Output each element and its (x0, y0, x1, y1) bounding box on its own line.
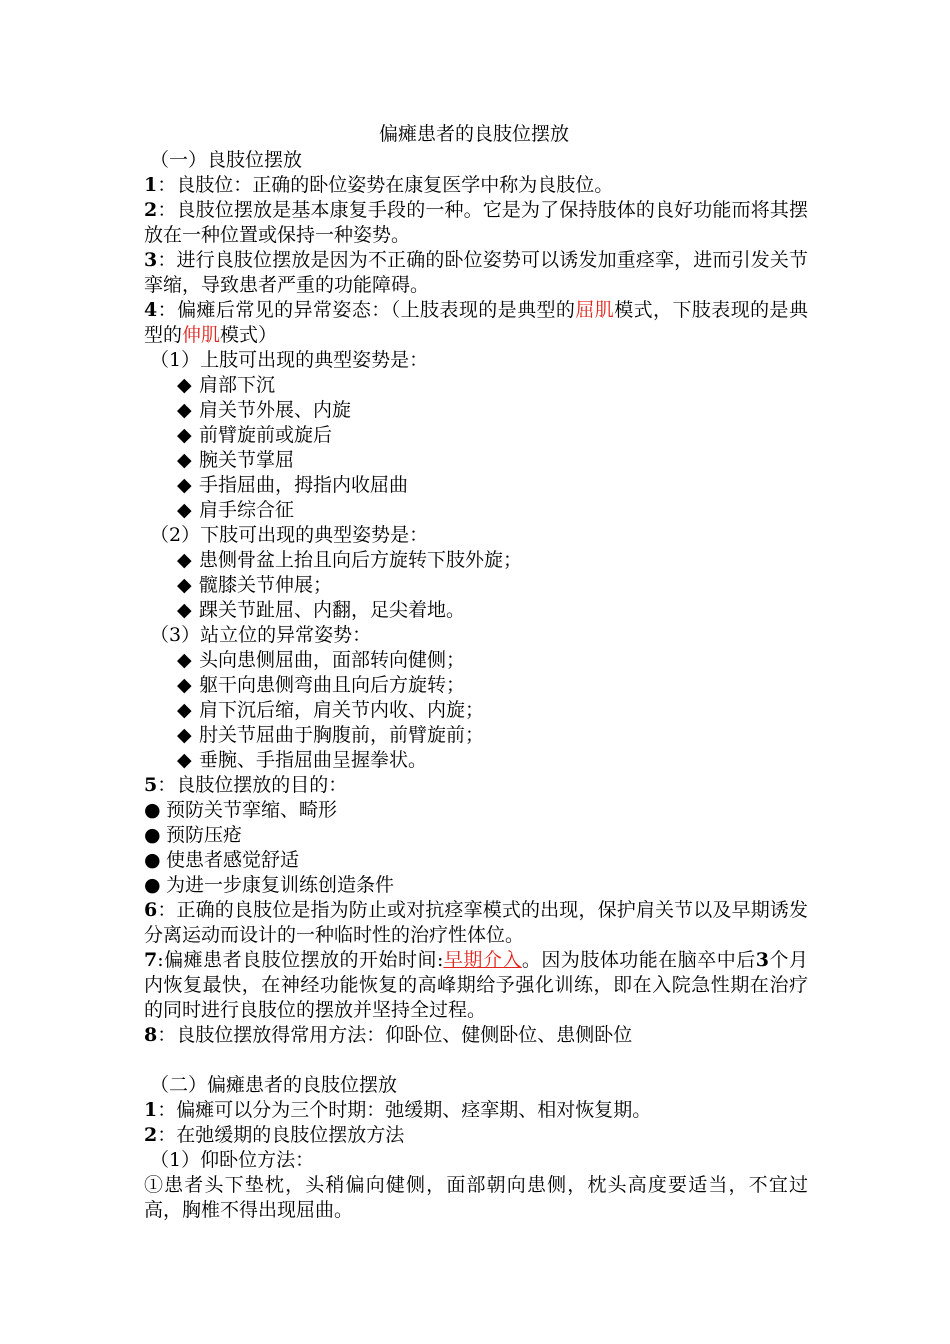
list-item (144, 423, 808, 448)
item-text: 。因为肢体功能在脑卒中后 (521, 949, 756, 971)
paragraph-supine-1: ①患者头下垫枕，头稍偏向健侧，面部朝向患侧，枕头高度要适当，不宜过高，胸椎不得出现屈曲。 (144, 1174, 808, 1221)
list-item-text: 肩关节外展、内旋 (199, 399, 352, 421)
item-8 (144, 1023, 808, 1048)
list-item (144, 648, 808, 673)
circle-bullet-icon: ● (144, 874, 161, 896)
list-item (144, 873, 808, 898)
item-text: ：良肢位摆放得常用方法：仰卧位、健侧卧位、患侧卧位 (157, 1024, 633, 1046)
list-item-text: 垂腕、手指屈曲呈握拳状。 (199, 749, 428, 771)
item-text: ：正确的良肢位是指为防止或对抗痉挛模式的出现，保护肩关节以及早期诱发分离运动而设计的一种临时性的治疗性体位。 (144, 899, 808, 946)
list-item-text: 为进一步康复训练创造条件 (166, 874, 395, 896)
subsection-supine: （1）仰卧位方法： (150, 1149, 315, 1171)
diamond-bullet-icon: ◆ (177, 499, 192, 521)
list-item (144, 573, 808, 598)
item-text: 模式） (220, 324, 278, 346)
highlight-early-intervention: 早期介入 (443, 949, 522, 971)
document-page (144, 122, 808, 1223)
list-item (144, 698, 808, 723)
item-6 (144, 898, 808, 948)
diamond-bullet-icon: ◆ (177, 399, 192, 421)
subsection-upper-limb: （1）上肢可出现的典型姿势是： (150, 349, 429, 371)
list-item-text: 躯干向患侧弯曲且向后方旋转； (199, 674, 466, 696)
list-item (144, 498, 808, 523)
item-text: ：良肢位摆放的目的： (157, 774, 348, 796)
list-item (144, 448, 808, 473)
item-number: 1 (144, 174, 158, 196)
subsection-lower-limb: （2）下肢可出现的典型姿势是： (150, 524, 429, 546)
item-5 (144, 773, 808, 798)
list-item (144, 798, 808, 823)
highlight-extensor: 伸肌 (182, 324, 221, 346)
list-item (144, 673, 808, 698)
item-text: ：良肢位摆放是基本康复手段的一种。它是为了保持肢体的良好功能而将其摆放在一种位置或保持一种姿势。 (144, 199, 808, 246)
list-item (144, 373, 808, 398)
diamond-bullet-icon: ◆ (177, 724, 192, 746)
page-title: 偏瘫患者的良肢位摆放 (378, 123, 569, 145)
list-item-text: 腕关节掌屈 (199, 449, 295, 471)
list-item (144, 598, 808, 623)
list-item-text: 患侧骨盆上抬且向后方旋转下肢外旋； (199, 549, 523, 571)
list-item-text: 髋膝关节伸展； (199, 574, 333, 596)
list-item-text: 踝关节趾屈、内翻，足尖着地。 (199, 599, 466, 621)
item-4 (144, 298, 808, 348)
item-number: 1 (144, 1099, 158, 1121)
list-item (144, 723, 808, 748)
item-1 (144, 1098, 808, 1123)
diamond-bullet-icon: ◆ (177, 699, 192, 721)
item-text: 模式，下肢表现的是典型的 (144, 299, 808, 346)
diamond-bullet-icon: ◆ (177, 649, 192, 671)
diamond-bullet-icon: ◆ (177, 374, 192, 396)
item-number: 2 (144, 199, 158, 221)
item-number: 5 (144, 774, 158, 796)
diamond-bullet-icon: ◆ (177, 474, 192, 496)
diamond-bullet-icon: ◆ (177, 599, 192, 621)
item-text: 个月内恢复最快，在神经功能恢复的高峰期给予强化训练，即在入院急性期在治疗的同时进行良肢位的摆放并坚持全过程。 (144, 949, 808, 1021)
month-number: 3 (755, 949, 769, 971)
list-item-text: 预防压疮 (166, 824, 243, 846)
item-text: ：进行良肢位摆放是因为不正确的卧位姿势可以诱发加重痉挛，进而引发关节挛缩，导致患者严重的功能障碍。 (144, 249, 808, 296)
list-item (144, 398, 808, 423)
item-text: :偏瘫患者良肢位摆放的开始时间: (157, 949, 444, 971)
list-item-text: 肩手综合征 (199, 499, 295, 521)
item-number: 4 (144, 299, 158, 321)
list-item-text: 肩部下沉 (199, 374, 276, 396)
item-text: ：偏瘫后常见的异常姿态：（上肢表现的是典型的 (157, 299, 576, 321)
item-number: 8 (144, 1024, 158, 1046)
diamond-bullet-icon: ◆ (177, 424, 192, 446)
item-text: ：良肢位：正确的卧位姿势在康复医学中称为良肢位。 (157, 174, 614, 196)
item-text: ：在弛缓期的良肢位摆放方法 (157, 1124, 405, 1146)
item-text: ：偏瘫可以分为三个时期：弛缓期、痉挛期、相对恢复期。 (157, 1099, 652, 1121)
list-item-text: 肘关节屈曲于胸腹前，前臂旋前； (199, 724, 485, 746)
item-number: 3 (144, 249, 158, 271)
item-1 (144, 173, 808, 198)
item-number: 2 (144, 1124, 158, 1146)
list-item-text: 手指屈曲，拇指内收屈曲 (199, 474, 409, 496)
diamond-bullet-icon: ◆ (177, 749, 192, 771)
list-item (144, 848, 808, 873)
list-item (144, 548, 808, 573)
list-item-text: 头向患侧屈曲，面部转向健侧； (199, 649, 466, 671)
circle-bullet-icon: ● (144, 849, 161, 871)
item-3 (144, 248, 808, 298)
circle-bullet-icon: ● (144, 799, 161, 821)
list-item-text: 前臂旋前或旋后 (199, 424, 333, 446)
item-number: 7 (144, 949, 158, 971)
section-1-heading: （一）良肢位摆放 (150, 149, 303, 171)
diamond-bullet-icon: ◆ (177, 574, 192, 596)
item-2 (144, 198, 808, 248)
list-item (144, 473, 808, 498)
item-2 (144, 1123, 808, 1148)
subsection-standing: （3）站立位的异常姿势： (150, 624, 372, 646)
diamond-bullet-icon: ◆ (177, 549, 192, 571)
diamond-bullet-icon: ◆ (177, 674, 192, 696)
blank-line (144, 1048, 808, 1073)
list-item (144, 823, 808, 848)
list-item-text: 预防关节挛缩、畸形 (166, 799, 338, 821)
list-item (144, 748, 808, 773)
section-2-heading: （二）偏瘫患者的良肢位摆放 (150, 1074, 398, 1096)
list-item-text: 肩下沉后缩，肩关节内收、内旋； (199, 699, 485, 721)
list-item-text: 使患者感觉舒适 (166, 849, 300, 871)
diamond-bullet-icon: ◆ (177, 449, 192, 471)
highlight-flexor: 屈肌 (575, 299, 615, 321)
circle-bullet-icon: ● (144, 824, 161, 846)
item-number: 6 (144, 899, 158, 921)
item-7 (144, 948, 808, 1023)
